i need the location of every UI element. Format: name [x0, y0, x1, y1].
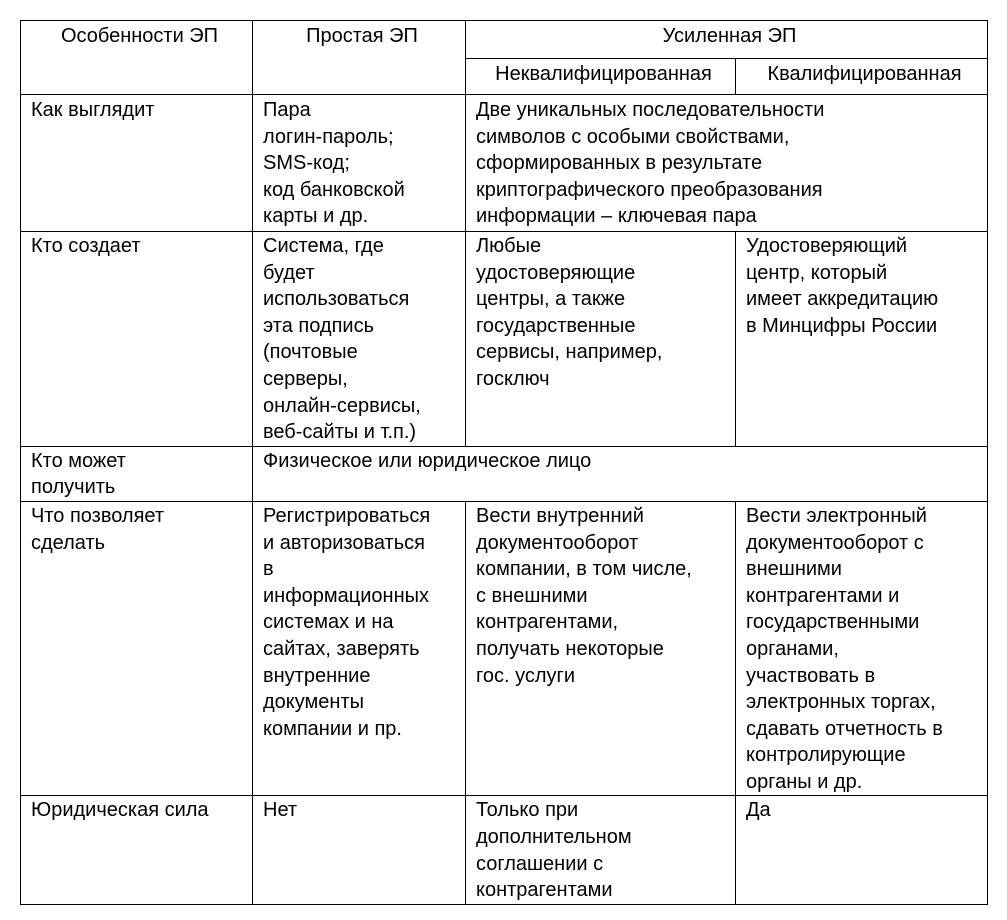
cell-creator-qualified: Удостоверяющий центр, который имеет аккредитацию в Минцифры России [736, 232, 988, 447]
cell-creator-unqualified: Любые удостоверяющие центры, а также государственные сервисы, например, госключ [466, 232, 736, 447]
header-simple: Простая ЭП [253, 21, 466, 95]
row-label-allows: Что позволяет сделать [21, 501, 253, 796]
cell-creator-simple: Система, где будет использоваться эта подпись (почтовые серверы, онлайн-сервисы, веб-сайты и т.п.) [253, 232, 466, 447]
row-label-looks: Как выглядит [21, 95, 253, 232]
row-label-recipient: Кто может получить [21, 446, 253, 501]
table-row [21, 232, 988, 447]
cell-allows-qualified: Вести электронный документооборот с внешними контрагентами и государственными органами, участвовать в электронных торгах, сдавать отчетность в контролирующие органы и др. [736, 501, 988, 796]
header-qualified: Квалифицированная [736, 59, 988, 95]
cell-recipient-value: Физическое или юридическое лицо [253, 446, 988, 501]
cell-legal-unqualified: Только при дополнительном соглашении с контрагентами [466, 796, 736, 904]
table-row [21, 95, 988, 232]
header-features: Особенности ЭП [21, 21, 253, 95]
cell-looks-enhanced: Две уникальных последовательности символов с особыми свойствами, сформированных в результате криптографического преобразования информации – ключевая пара [466, 95, 988, 232]
row-label-legal: Юридическая сила [21, 796, 253, 904]
table-row [21, 446, 988, 501]
table-row [21, 796, 988, 904]
table-row [21, 501, 988, 796]
header-row [21, 21, 988, 59]
cell-legal-simple: Нет [253, 796, 466, 904]
signature-comparison-table [20, 20, 988, 905]
cell-legal-qualified: Да [736, 796, 988, 904]
row-label-creator: Кто создает [21, 232, 253, 447]
header-unqualified: Неквалифицированная [466, 59, 736, 95]
cell-allows-unqualified: Вести внутренний документооборот компании, в том числе, с внешними контрагентами, получать некоторые гос. услуги [466, 501, 736, 796]
cell-looks-simple: Пара логин-пароль; SMS-код; код банковской карты и др. [253, 95, 466, 232]
cell-allows-simple: Регистрироваться и авторизоваться в информационных системах и на сайтах, заверять внутренние документы компании и пр. [253, 501, 466, 796]
header-enhanced: Усиленная ЭП [466, 21, 988, 59]
